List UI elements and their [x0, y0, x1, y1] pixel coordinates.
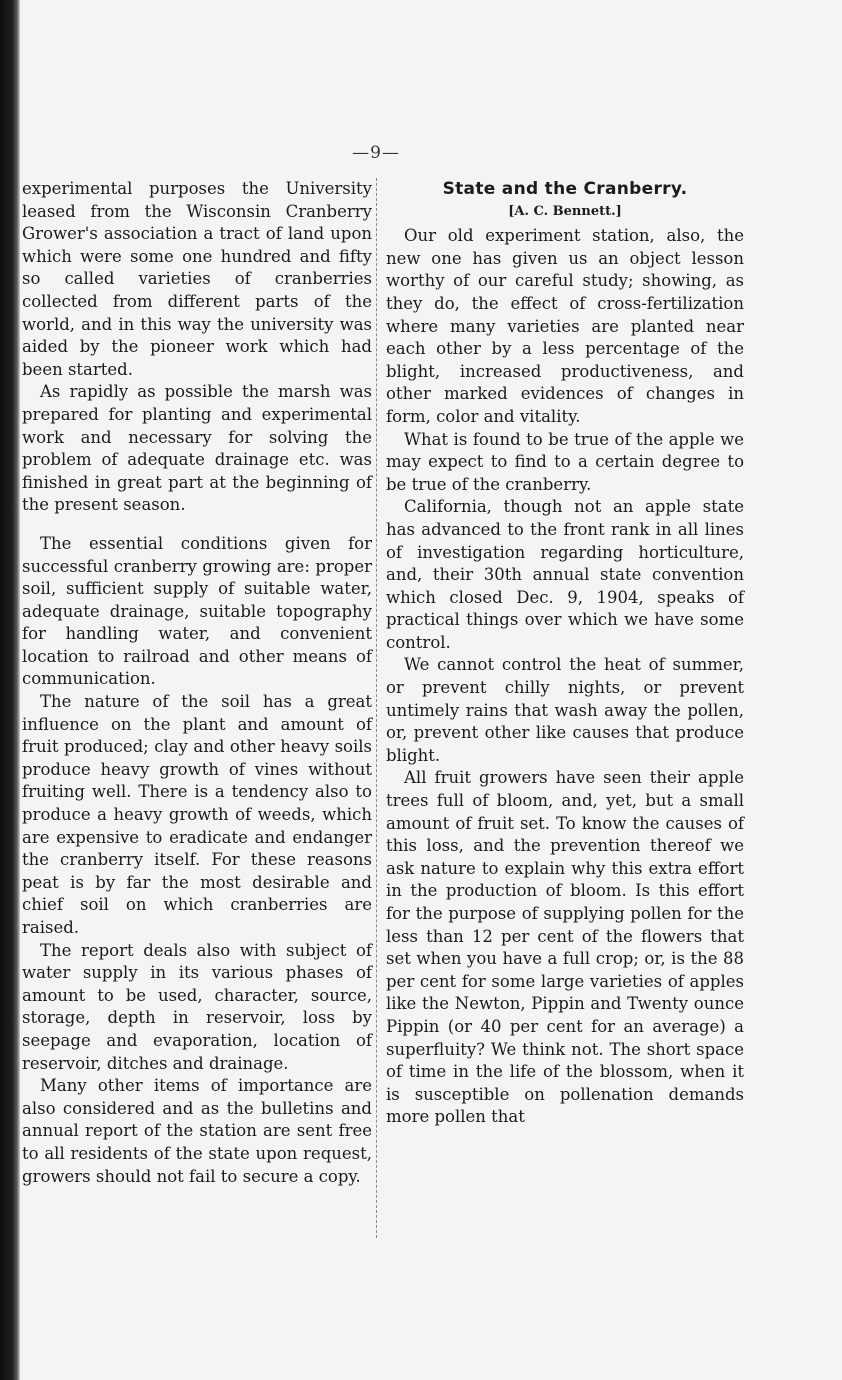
book-binding-edge [0, 0, 20, 1380]
left-paragraph-2: As rapidly as possible the marsh was prepared for planting and experimental work and necessary for solving the problem of adequate drainage etc. was finished in great part at the beginning of the present season. [22, 382, 372, 515]
right-column [386, 178, 744, 1129]
right-paragraph-2: What is found to be true of the apple we may expect to find to a certain degree to be true of the cranberry. [386, 429, 744, 494]
left-paragraph-4: The nature of the soil has a great influence on the plant and amount of fruit produced; clay and other heavy soils produce heavy growth of vines without fruiting well. There is a tendency also to produce a heavy growth of weeds, which are expensive to eradicate and endanger the cranberry itself. For these reasons peat is by far the most desirable and chief soil on which cranberries are raised. [22, 692, 372, 937]
column-divider [376, 178, 377, 1238]
left-paragraph-6: Many other items of importance are also considered and as the bulletins and annual report of the station are sent free to all residents of the state upon request, growers should not fail to secure a copy. [22, 1076, 372, 1186]
left-paragraph-1: experimental purposes the University leased from the Wisconsin Cranberry Grower's association a tract of land upon which were some one hundred and fifty so called varieties of cranberries collected from different parts of the world, and in this way the university was aided by the pioneer work which had been started. [22, 179, 372, 379]
right-paragraph-1: Our old experiment station, also, the new one has given us an object lesson worthy of our careful study; showing, as they do, the effect of cross-fertilization where many varieties are planted near each other by a less percentage of the blight, increased productiveness, and other marked evidences of changes in form, color and vitality. [386, 226, 744, 426]
left-paragraph-3: The essential conditions given for successful cranberry growing are: proper soil, sufficient supply of suitable water, adequate drainage, suitable topography for handling water, and convenient location to railroad and other means of communication. [22, 533, 372, 689]
right-paragraph-5: All fruit growers have seen their apple trees full of bloom, and, yet, but a small amount of fruit set. To know the causes of this loss, and the prevention thereof we ask nature to explain why this extra effort in the production of bloom. Is this effort for the purpose of supplying pollen for the less than 12 per cent of the flowers that set when you have a full crop; or, is the 88 per cent for some large varieties of apples like the Newton, Pippin and Twenty ounce Pippin (or 40 per cent for an average) a superfluity? We think not. The short space of time in the life of the blossom, when it is susceptible on pollenation demands more pollen that [386, 768, 744, 1127]
right-paragraph-3: California, though not an apple state has advanced to the front rank in all lines of investigation regarding horticulture, and, their 30th annual state convention which closed Dec. 9, 1904, speaks of practical things over which we have some control. [386, 497, 744, 652]
left-column [22, 178, 372, 1188]
article-byline: [A. C. Bennett.] [508, 203, 622, 219]
article-title: State and the Cranberry. [442, 179, 688, 199]
left-paragraph-5: The report deals also with subject of water supply in its various phases of amount to be used, character, source, storage, depth in reservoir, loss by seepage and evaporation, location of reservoir, ditches and drainage. [22, 940, 372, 1073]
right-paragraph-4: We cannot control the heat of summer, or prevent chilly nights, or prevent untimely rains that wash away the pollen, or, prevent other like causes that produce blight. [386, 655, 744, 765]
page-number: —9— [352, 143, 400, 163]
